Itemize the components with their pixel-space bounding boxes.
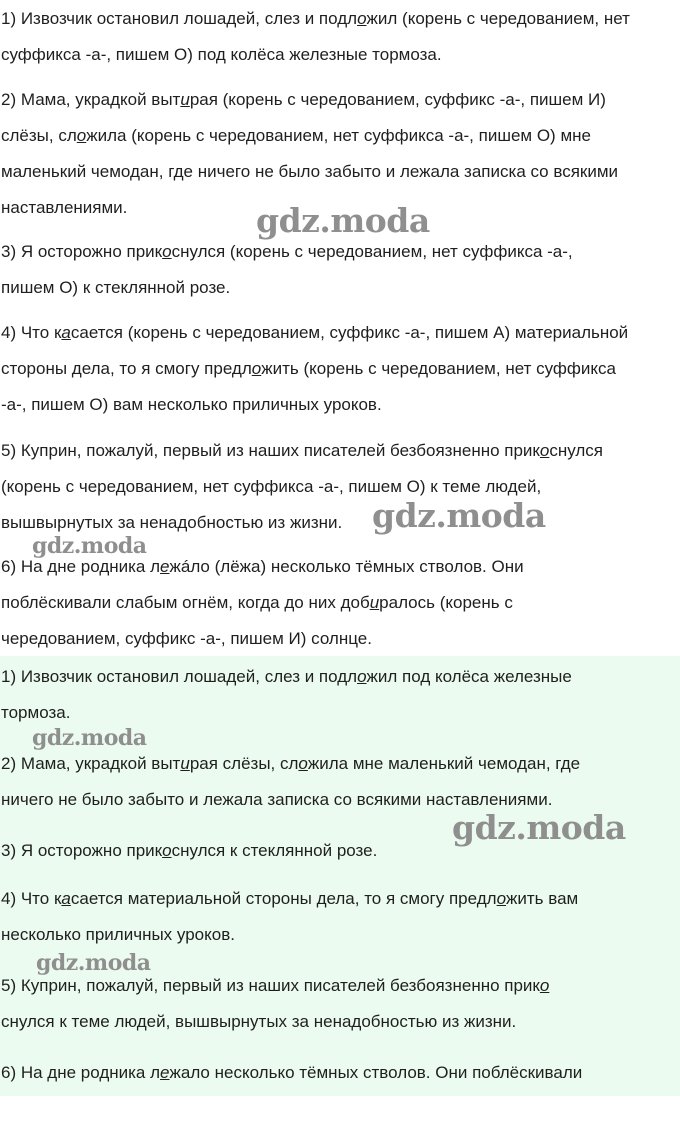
- watermark: gdz.moda: [256, 201, 430, 240]
- text: 6) На дне родника л: [1, 557, 161, 576]
- text: стороны дела, то я смогу предл: [1, 359, 252, 378]
- line: [1, 234, 677, 270]
- line: [1, 833, 677, 869]
- highlighted-vowel: о: [357, 667, 367, 686]
- text: сается материальной стороны дела, то я смогу предл: [70, 889, 497, 908]
- paragraph-2: [1, 746, 677, 818]
- paragraph-1: [1, 1, 677, 73]
- line: [1, 118, 677, 154]
- line: суффикса -а-, пишем О) под колёса железные тормоза.: [1, 45, 442, 64]
- line: [1, 433, 677, 469]
- text: снулся к стеклянной розе.: [171, 841, 378, 860]
- text: снулся (корень с чередованием, нет суффикса -а-,: [171, 242, 573, 261]
- line: -а-, пишем О) вам несколько приличных уроков.: [1, 395, 382, 414]
- line: [1, 659, 677, 695]
- text: рая (корень с чередованием, суффикс -а-, пишем И): [189, 90, 606, 109]
- watermark: gdz.moda: [452, 808, 626, 847]
- text: ралось (корень с: [379, 593, 513, 612]
- highlighted-vowel: о: [539, 441, 550, 460]
- line: несколько приличных уроков.: [1, 925, 235, 944]
- line: наставлениями.: [1, 198, 128, 217]
- highlighted-vowel: а: [61, 323, 71, 342]
- paragraph-6: [1, 549, 677, 657]
- text: поблёскивали слабым огнём, когда до них доб: [1, 593, 370, 612]
- line: [1, 82, 677, 118]
- line: [1, 746, 677, 782]
- text: жить (корень с чередованием, нет суффикса: [261, 359, 616, 378]
- paragraph-5: [1, 968, 677, 1040]
- text: 6) На дне родника л: [1, 1063, 161, 1082]
- text: жало несколько тёмных стволов. Они поблёскивали: [169, 1063, 583, 1082]
- line: [1, 1055, 677, 1091]
- text: 2) Мама, украдкой выт: [1, 90, 181, 109]
- line: (корень с чередованием, нет суффикса -а-, пишем О) к теме людей,: [1, 477, 542, 496]
- text: жил под колёса железные: [366, 667, 572, 686]
- answer-section-plain: [0, 656, 680, 1096]
- text: жила мне маленький чемодан, где: [307, 754, 581, 773]
- paragraph-6: [1, 1055, 677, 1091]
- highlighted-vowel: и: [180, 754, 190, 773]
- highlighted-vowel: о: [162, 841, 172, 860]
- line: тормоза.: [1, 703, 71, 722]
- text: снулся: [549, 441, 603, 460]
- text: 5) Куприн, пожалуй, первый из наших писателей безбоязненно прик: [1, 441, 540, 460]
- text: 4) Что к: [1, 889, 62, 908]
- text: жил (корень с чередованием, нет: [366, 9, 630, 28]
- highlighted-vowel: о: [76, 126, 87, 145]
- text: 5) Куприн, пожалуй, первый из наших писателей безбоязненно прик: [1, 976, 540, 995]
- text: 1) Извозчик остановил лошадей, слез и подл: [1, 9, 358, 28]
- line: [1, 881, 677, 917]
- highlighted-vowel: о: [496, 889, 507, 908]
- text: 3) Я осторожно прик: [1, 242, 163, 261]
- watermark: gdz.moda: [32, 725, 147, 751]
- highlighted-vowel: о: [357, 9, 367, 28]
- highlighted-vowel: е: [160, 1063, 170, 1082]
- text: жила (корень с чередованием, нет суффикса -а-, пишем О) мне: [86, 126, 591, 145]
- line: [1, 549, 677, 585]
- paragraph-1: [1, 659, 677, 731]
- watermark: gdz.moda: [32, 533, 147, 559]
- highlighted-vowel: о: [251, 359, 262, 378]
- paragraph-5: [1, 433, 677, 541]
- text: слёзы, сл: [1, 126, 77, 145]
- highlighted-vowel: е: [160, 557, 170, 576]
- watermark: gdz.moda: [372, 496, 546, 535]
- line: вышвырнутых за ненадобностью из жизни.: [1, 513, 343, 532]
- paragraph-4: [1, 315, 677, 423]
- text: 3) Я осторожно прик: [1, 841, 163, 860]
- line: снулся к теме людей, вышвырнутых за ненадобностью из жизни.: [1, 1012, 517, 1031]
- text: рая слёзы, сл: [189, 754, 299, 773]
- text: 2) Мама, украдкой выт: [1, 754, 181, 773]
- line: [1, 351, 677, 387]
- line: [1, 315, 677, 351]
- line: чередованием, суффикс -а-, пишем И) солнце.: [1, 629, 372, 648]
- text: 1) Извозчик остановил лошадей, слез и подл: [1, 667, 358, 686]
- line: [1, 968, 677, 1004]
- highlighted-vowel: а: [61, 889, 71, 908]
- paragraph-3: [1, 234, 677, 306]
- watermark: gdz.moda: [36, 950, 151, 976]
- text: 4) Что к: [1, 323, 62, 342]
- line: ничего не было забыто и лежала записка со всякими наставлениями.: [1, 790, 553, 809]
- paragraph-2: [1, 82, 677, 226]
- highlighted-vowel: о: [539, 976, 550, 995]
- highlighted-vowel: о: [162, 242, 172, 261]
- line: маленький чемодан, где ничего не было забыто и лежала записка со всякими: [1, 162, 619, 181]
- text: сается (корень с чередованием, суффикс -а-, пишем А) материальной: [70, 323, 629, 342]
- highlighted-vowel: о: [298, 754, 308, 773]
- text: жить вам: [506, 889, 579, 908]
- paragraph-4: [1, 881, 677, 953]
- highlighted-vowel: и: [180, 90, 190, 109]
- highlighted-vowel: и: [369, 593, 380, 612]
- paragraph-3: [1, 833, 677, 869]
- line: пишем О) к стеклянной розе.: [1, 278, 231, 297]
- line: [1, 585, 677, 621]
- line: [1, 1, 677, 37]
- text: жáло (лёжа) несколько тёмных стволов. Они: [169, 557, 524, 576]
